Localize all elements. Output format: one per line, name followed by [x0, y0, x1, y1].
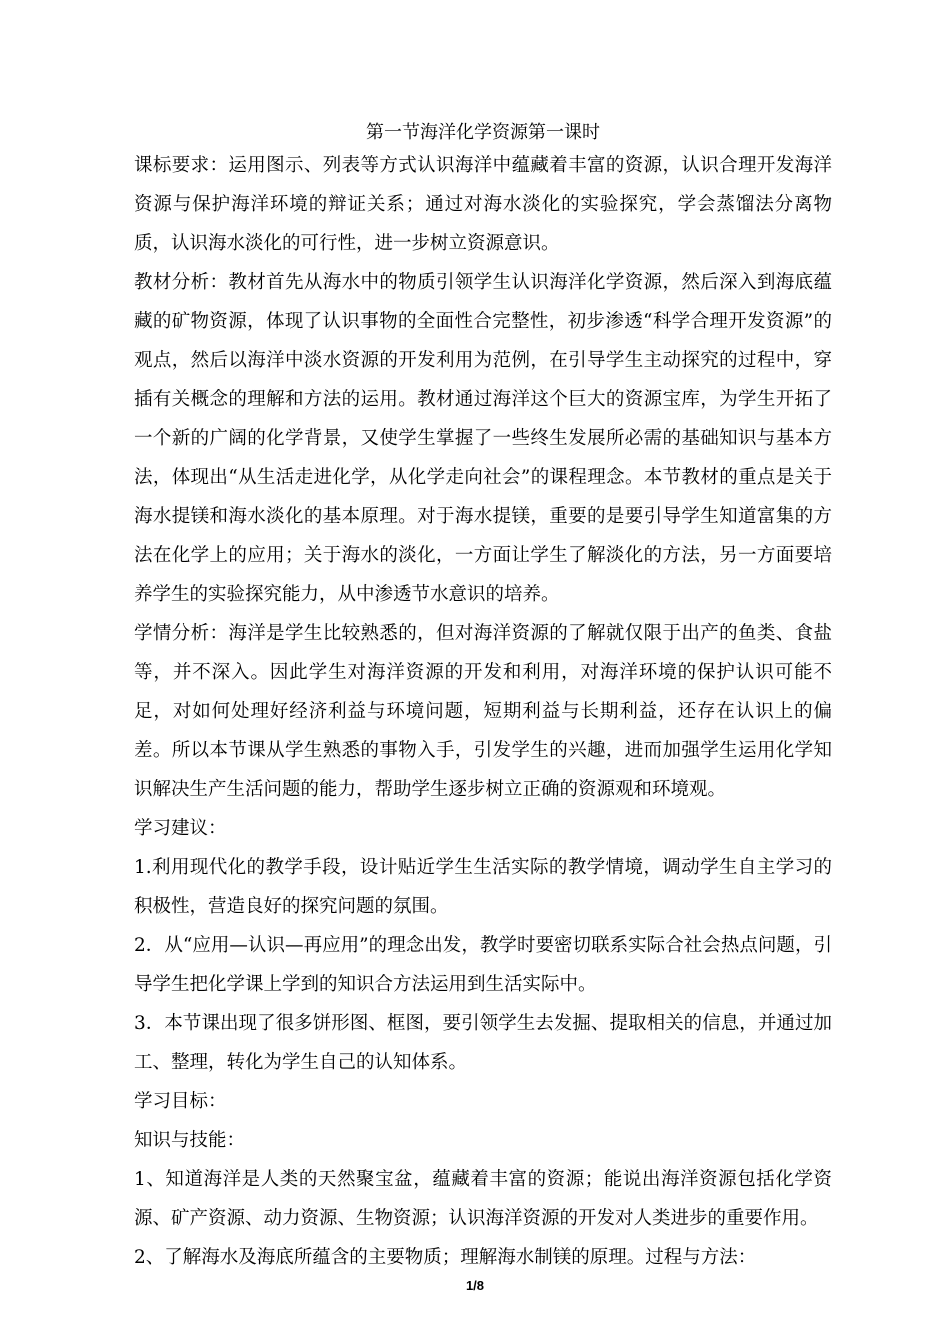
paragraph-curriculum-requirements: 课标要求：运用图示、列表等方式认识海洋中蕴藏着丰富的资源，认识合理开发海洋资源与保护海洋环境的辩证关系；通过对海水淡化的实验探究，学会蒸馏法分离物质，认识海水淡化的可行性，进一步树立资源意识。	[134, 155, 832, 254]
paragraph-learning-goals-heading: 学习目标：	[134, 1091, 227, 1112]
paragraph-learning-suggestions-heading: 学习建议：	[134, 818, 227, 839]
paragraph-goal-2: 2、了解海水及海底所蕴含的主要物质；理解海水制镁的原理。过程与方法：	[134, 1247, 757, 1268]
page-number: 1/8	[465, 1278, 485, 1293]
document-title: 第一节海洋化学资源第一课时	[366, 122, 600, 143]
paragraph-student-analysis: 学情分析：海洋是学生比较熟悉的，但对海洋资源的了解就仅限于出产的鱼类、食盐等，并不深入。因此学生对海洋资源的开发和利用，对海洋环境的保护认识可能不足，对如何处理好经济利益与环境问题，短期利益与长期利益，还存在认识上的偏差。所以本节课从学生熟悉的事物入手，引发学生的兴趣，进而加强学生运用化学知识解决生产生活问题的能力，帮助学生逐步树立正确的资源观和环境观。	[134, 623, 832, 800]
document-page	[134, 116, 832, 1277]
paragraph-knowledge-skills-heading: 知识与技能：	[134, 1130, 246, 1151]
paragraph-suggestion-3: 3．本节课出现了很多饼形图、框图，要引领学生去发掘、提取相关的信息，并通过加工、整理，转化为学生自己的认知体系。	[134, 1013, 832, 1073]
paragraph-suggestion-1: 1.利用现代化的教学手段，设计贴近学生生活实际的教学情境，调动学生自主学习的积极性，营造良好的探究问题的氛围。	[134, 857, 832, 917]
paragraph-textbook-analysis: 教材分析：教材首先从海水中的物质引领学生认识海洋化学资源，然后深入到海底蕴藏的矿物资源，体现了认识事物的全面性合完整性，初步渗透“科学合理开发资源”的观点，然后以海洋中淡水资源的开发利用为范例，在引导学生主动探究的过程中，穿插有关概念的理解和方法的运用。教材通过海洋这个巨大的资源宝库，为学生开拓了一个新的广阔的化学背景，又使学生掌握了一些终生发展所必需的基础知识与基本方法，体现出“从生活走进化学，从化学走向社会”的课程理念。本节教材的重点是关于海水提镁和海水淡化的基本原理。对于海水提镁，重要的是要引导学生知道富集的方法在化学上的应用；关于海水的淡化，一方面让学生了解淡化的方法，另一方面要培养学生的实验探究能力，从中渗透节水意识的培养。	[134, 272, 832, 605]
paragraph-goal-1: 1、知道海洋是人类的天然聚宝盆，蕴藏着丰富的资源；能说出海洋资源包括化学资源、矿产资源、动力资源、生物资源；认识海洋资源的开发对人类进步的重要作用。	[134, 1169, 832, 1229]
paragraph-suggestion-2: 2．从“应用—认识—再应用”的理念出发，教学时要密切联系实际合社会热点问题，引导学生把化学课上学到的知识合方法运用到生活实际中。	[134, 935, 832, 995]
